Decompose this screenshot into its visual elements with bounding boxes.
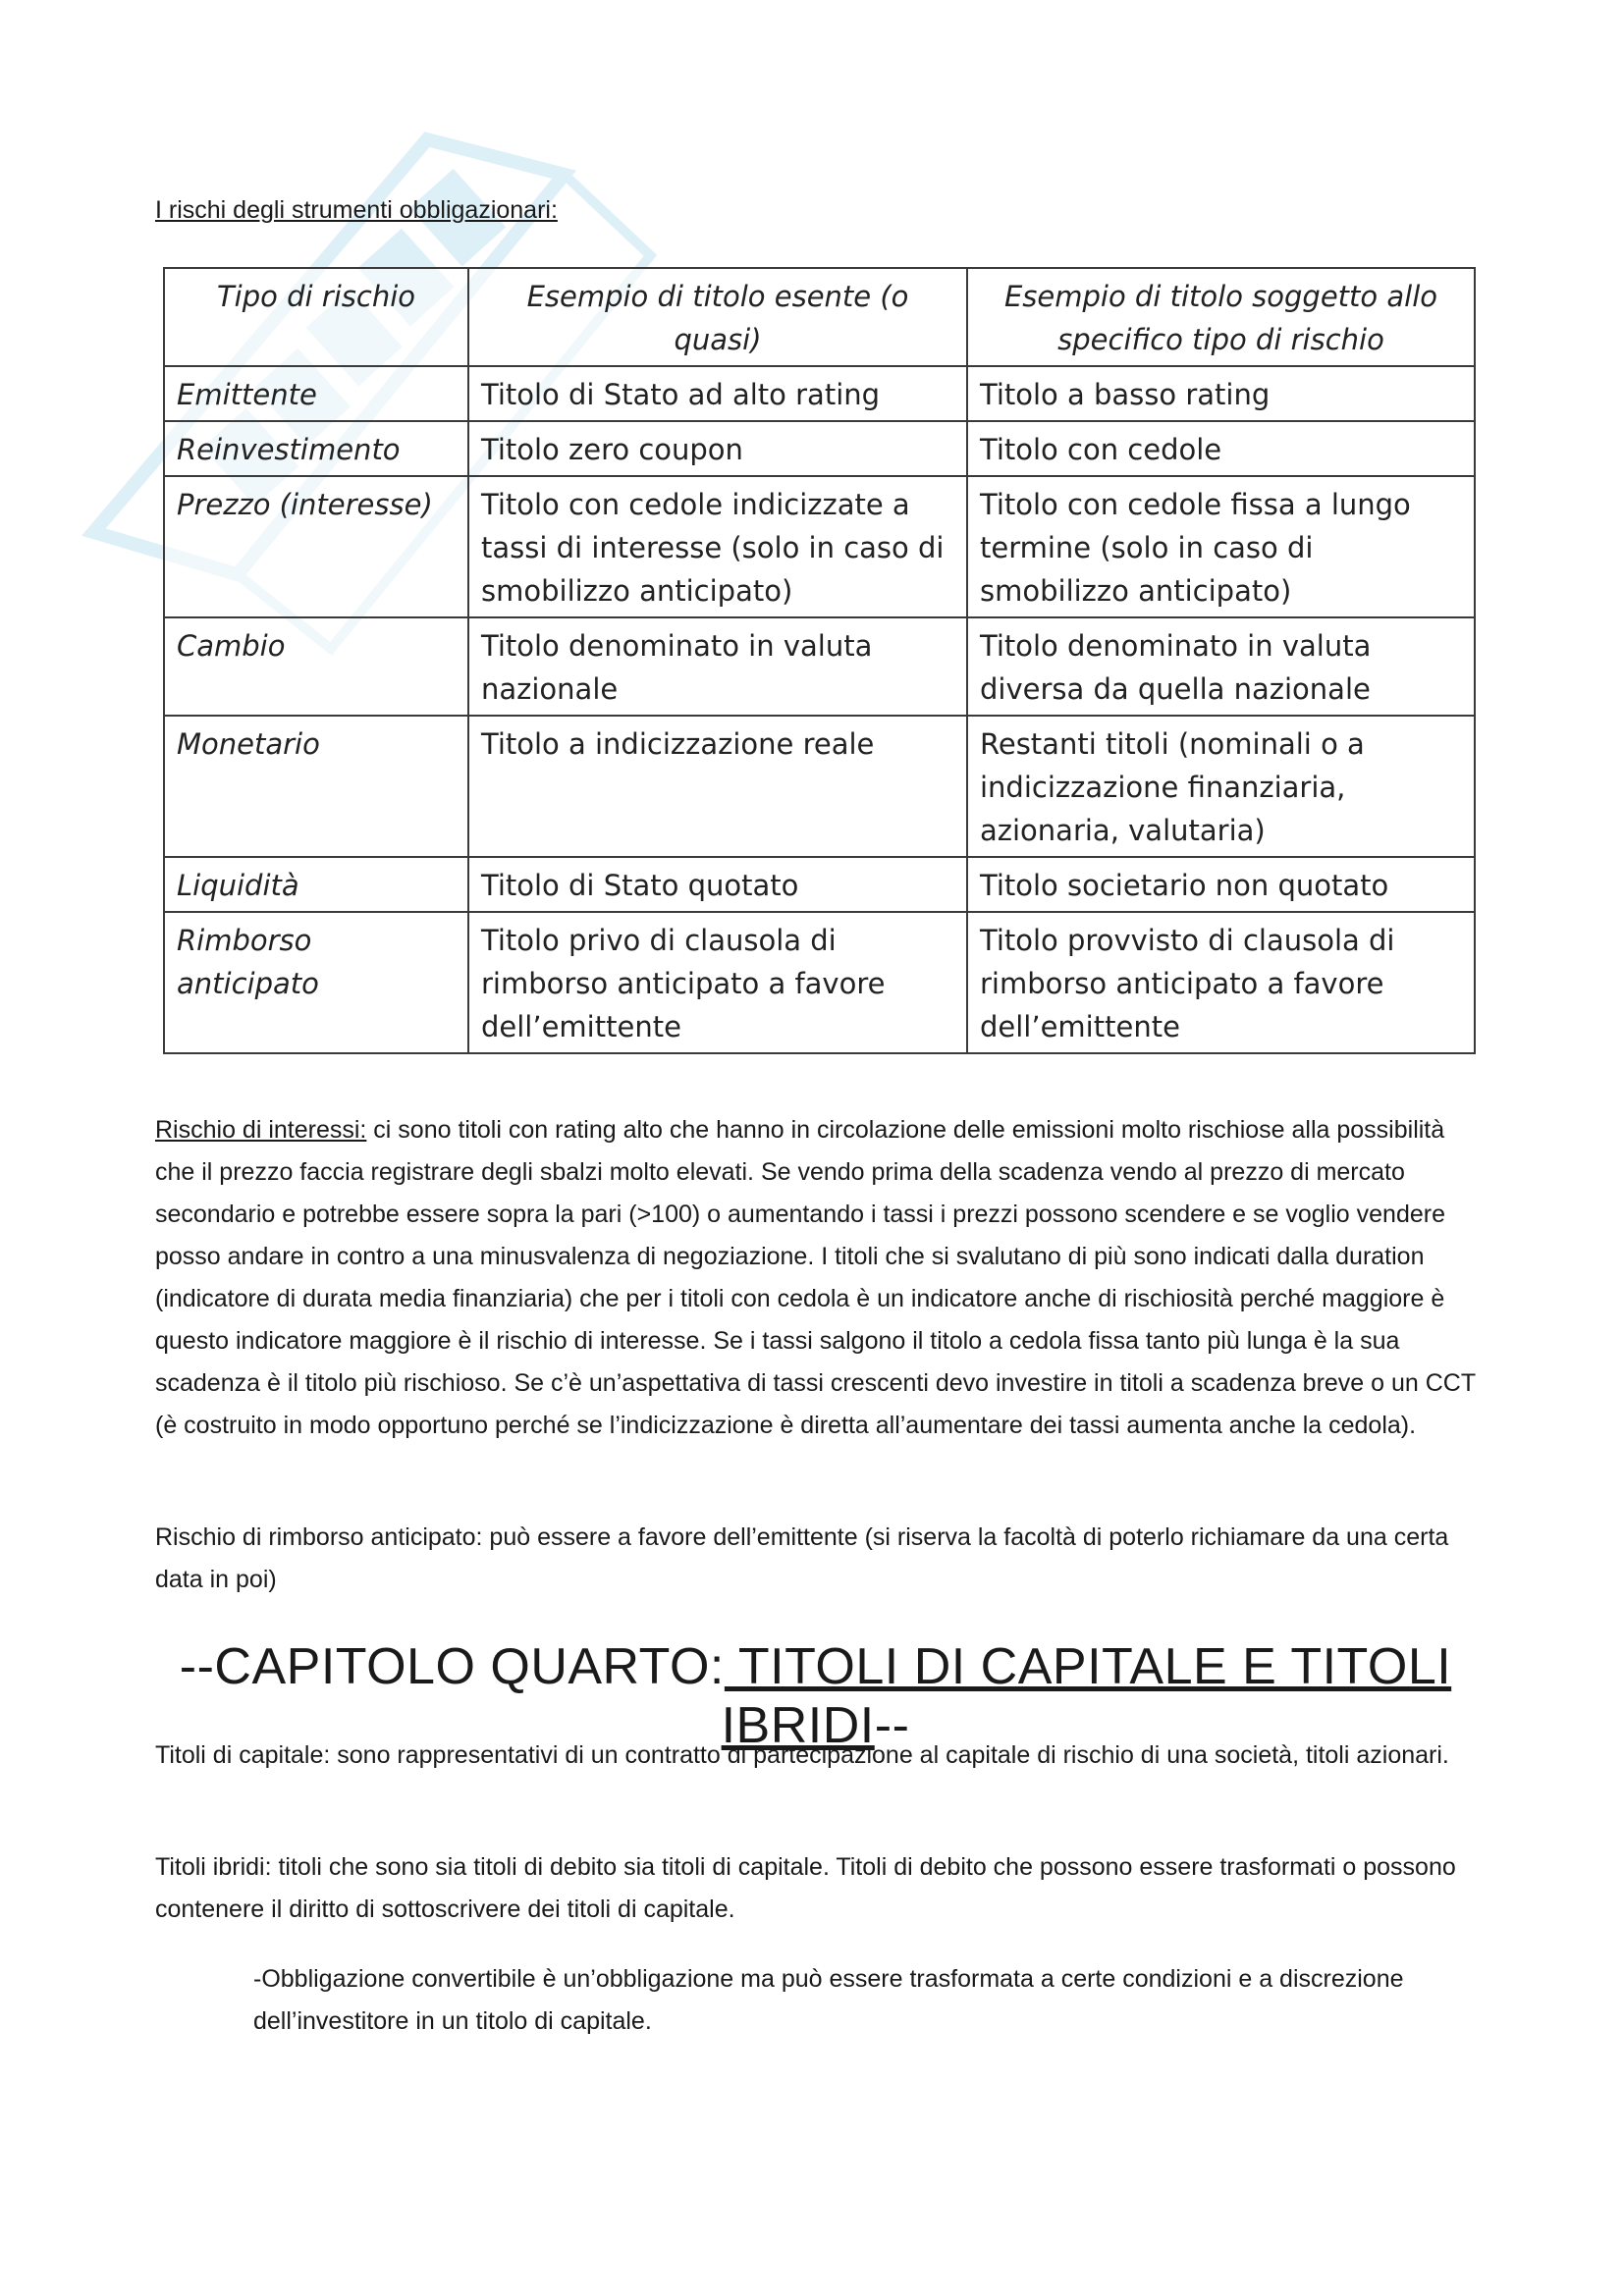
chapter-prefix: --CAPITOLO QUARTO: [179,1638,725,1695]
header-exempt-example: Esempio di titolo esente (o quasi) [468,268,967,366]
table-row [164,476,1475,617]
interest-risk-text: ci sono titoli con rating alto che hanno in circolazione delle emissioni molto rischiose alla possibilità che il prezzo faccia registrare degli sbalzi molto elevati. Se vendo prima della scadenza vendo al prezzo di mercato secondario e potrebbe essere sopra la pari (>100) o aumentando i tassi i prezzi possono scendere e se voglio vendere posso andare in contro a una minusvalenza di negoziazione. I titoli che si svalutano di più sono indicati dalla duration (indicatore di durata media finanziaria) che per i titoli con cedola è un indicatore anche di rischiosità perché maggiore è questo indicatore maggiore è il rischio di interesse. Se i tassi salgono il titolo a cedola fissa tanto più lunga è la sua scadenza è il titolo più rischioso. Se c’è un’aspettativa di tassi crescenti devo investire in titoli a scadenza breve o un CCT (è costruito in modo opportuno perché se l’indicizzazione è diretta all’aumentare dei tassi aumenta anche la cedola). [155,1116,1476,1439]
exempt-cell: Titolo di Stato quotato [468,857,967,912]
table-row [164,421,1475,476]
convertible-bond-paragraph: -Obbligazione convertibile è un’obbligazione ma può essere trasformata a certe condizioni e a discrezione dell’investitore in un titolo di capitale. [253,1965,1404,2035]
hybrid-titles-paragraph: Titoli ibridi: titoli che sono sia titoli di debito sia titoli di capitale. Titoli di debito che possono essere trasformati o possono contenere il diritto di sottoscrivere dei titoli di capitale. [155,1853,1456,1923]
table-row [164,716,1475,857]
interest-risk-label: Rischio di interessi: [155,1116,367,1144]
subject-cell: Titolo denominato in valuta diversa da quella nazionale [967,617,1475,716]
exempt-cell: Titolo di Stato ad alto rating [468,366,967,421]
risk-type-cell: Cambio [164,617,468,716]
exempt-cell: Titolo zero coupon [468,421,967,476]
exempt-cell: Titolo a indicizzazione reale [468,716,967,857]
risk-type-cell: Emittente [164,366,468,421]
risk-type-cell: Monetario [164,716,468,857]
exempt-cell: Titolo privo di clausola di rimborso anticipato a favore dell’emittente [468,912,967,1053]
table-row [164,617,1475,716]
table-header-row [164,268,1475,366]
interest-risk-paragraph [155,1109,1476,1447]
chapter-suffix: -- [874,1697,910,1754]
chapter-title: TITOLI DI CAPITALE E TITOLI IBRIDI [721,1638,1452,1754]
header-subject-example: Esempio di titolo soggetto allo specifico tipo di rischio [967,268,1475,366]
subject-cell: Titolo societario non quotato [967,857,1475,912]
subject-cell: Titolo a basso rating [967,366,1475,421]
table-row [164,912,1475,1053]
section-title: I rischi degli strumenti obbligazionari: [155,196,558,224]
risk-table [163,267,1476,1054]
risk-type-cell: Liquidità [164,857,468,912]
early-redemption-paragraph: Rischio di rimborso anticipato: può essere a favore dell’emittente (si riserva la facoltà di poterlo richiamare da una certa data in poi) [155,1523,1449,1593]
table-row [164,366,1475,421]
subject-cell: Titolo con cedole [967,421,1475,476]
subject-cell: Titolo provvisto di clausola di rimborso anticipato a favore dell’emittente [967,912,1475,1053]
exempt-cell: Titolo denominato in valuta nazionale [468,617,967,716]
table-row [164,857,1475,912]
risk-type-cell: Prezzo (interesse) [164,476,468,617]
subject-cell: Restanti titoli (nominali o a indicizzazione finanziaria, azionaria, valutaria) [967,716,1475,857]
capital-titles-paragraph: Titoli di capitale: sono rappresentativi di un contratto di partecipazione al capitale di rischio di una società, titoli azionari. [155,1741,1449,1769]
subject-cell: Titolo con cedole fissa a lungo termine (solo in caso di smobilizzo anticipato) [967,476,1475,617]
header-risk-type: Tipo di rischio [164,268,468,366]
risk-type-cell: Rimborso anticipato [164,912,468,1053]
exempt-cell: Titolo con cedole indicizzate a tassi di interesse (solo in caso di smobilizzo anticipato) [468,476,967,617]
risk-type-cell: Reinvestimento [164,421,468,476]
